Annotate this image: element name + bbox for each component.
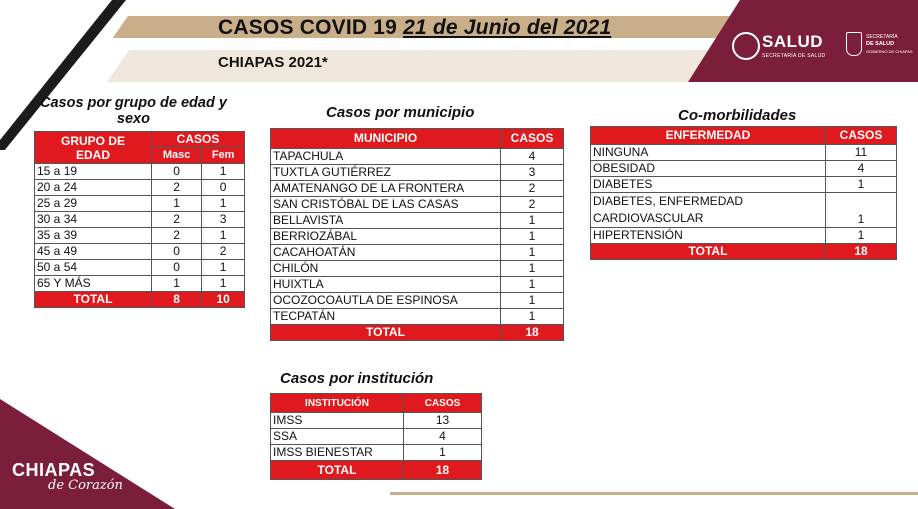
institucion-heading: Casos por institución <box>280 370 434 387</box>
table-row: IMSS 13 <box>271 413 482 429</box>
table-row: HUIXTLA 1 <box>271 277 564 293</box>
comorbilidades-table <box>590 126 897 260</box>
total-row: TOTAL 8 10 <box>35 292 245 308</box>
page-title: CASOS COVID 19 21 de Junio del 2021 <box>218 16 612 39</box>
secretaria-salud-logo: SECRETARÍA DE SALUD GOBIERNO DE CHIAPAS <box>846 32 916 62</box>
table-row: CHILÓN 1 <box>271 261 564 277</box>
table-row: 35 a 39 2 1 <box>35 228 245 244</box>
edad-heading: Casos por grupo de edad y sexo <box>40 95 227 127</box>
table-row: 15 a 19 0 1 <box>35 164 245 180</box>
table-row: SSA 4 <box>271 429 482 445</box>
edad-table <box>34 131 245 308</box>
title-date: 21 de Junio del 2021 <box>403 16 612 39</box>
col-enfermedad: ENFERMEDAD <box>591 127 826 145</box>
municipio-heading: Casos por municipio <box>326 104 475 121</box>
decor-black-diagonal <box>0 0 150 150</box>
decor-gold-line <box>390 492 918 495</box>
table-row: DIABETES 1 <box>591 177 897 193</box>
table-row: SAN CRISTÓBAL DE LAS CASAS 2 <box>271 197 564 213</box>
shield-icon <box>846 32 862 56</box>
municipio-table <box>270 128 564 341</box>
table-row: OCOZOCOAUTLA DE ESPINOSA 1 <box>271 293 564 309</box>
total-row: TOTAL 18 <box>591 244 897 260</box>
table-row: BERRIOZÁBAL 1 <box>271 229 564 245</box>
table-row: HIPERTENSIÓN 1 <box>591 228 897 244</box>
comorbilidades-heading: Co-morbilidades <box>678 107 797 124</box>
table-row: 65 Y MÁS 1 1 <box>35 276 245 292</box>
table-row: DIABETES, ENFERMEDAD CARDIOVASCULAR 1 <box>591 193 897 228</box>
chiapas-de-corazon-logo: CHIAPAS de Corazón <box>12 460 123 493</box>
page-subtitle: CHIAPAS 2021* <box>218 54 328 71</box>
table-row: OBESIDAD 4 <box>591 161 897 177</box>
table-row: CACAHOATÁN 1 <box>271 245 564 261</box>
table-row: TECPATÁN 1 <box>271 309 564 325</box>
total-row: TOTAL 18 <box>271 325 564 341</box>
table-row: AMATENANGO DE LA FRONTERA 2 <box>271 181 564 197</box>
col-casos: CASOS <box>826 127 897 145</box>
eagle-seal-icon <box>732 32 760 60</box>
decor-stripe-light <box>107 50 741 82</box>
table-row: 45 a 49 0 2 <box>35 244 245 260</box>
table-row: 50 a 54 0 1 <box>35 260 245 276</box>
col-municipio: MUNICIPIO <box>271 129 501 149</box>
col-casos: CASOS <box>152 132 245 148</box>
table-row: BELLAVISTA 1 <box>271 213 564 229</box>
total-row: TOTAL 18 <box>271 461 482 480</box>
table-row: 25 a 29 1 1 <box>35 196 245 212</box>
table-row: NINGUNA 11 <box>591 145 897 161</box>
table-row: TUXTLA GUTIÉRREZ 3 <box>271 165 564 181</box>
col-grupo-edad: GRUPO DE EDAD <box>35 132 152 164</box>
col-institucion: INSTITUCIÓN <box>271 394 404 413</box>
col-masc: Masc <box>152 148 202 164</box>
table-row: IMSS BIENESTAR 1 <box>271 445 482 461</box>
table-row: TAPACHULA 4 <box>271 149 564 165</box>
salud-logo: SALUD SECRETARÍA DE SALUD <box>730 30 840 70</box>
table-row: 20 a 24 2 0 <box>35 180 245 196</box>
institucion-table <box>270 393 482 480</box>
table-row: 30 a 34 2 3 <box>35 212 245 228</box>
col-casos: CASOS <box>501 129 564 149</box>
col-fem: Fem <box>202 148 245 164</box>
col-casos: CASOS <box>404 394 482 413</box>
